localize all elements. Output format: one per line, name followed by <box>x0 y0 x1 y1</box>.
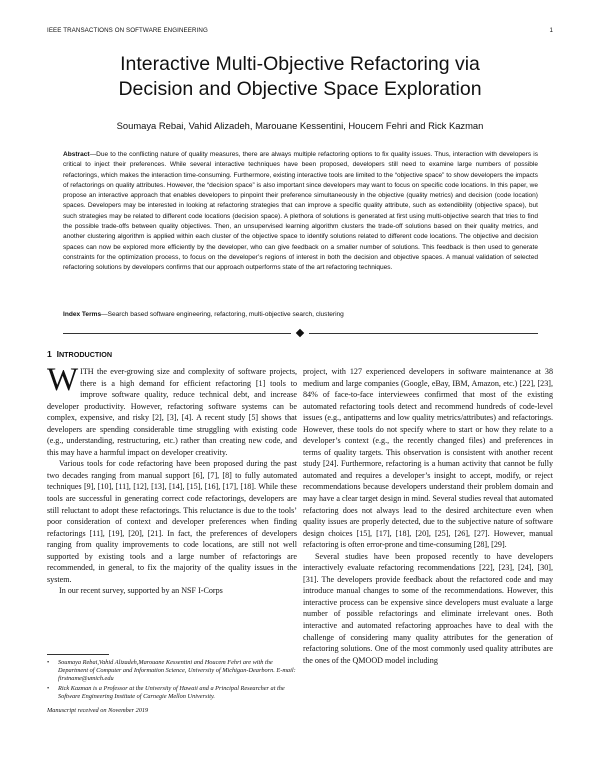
intro-paragraph-1 <box>47 362 297 458</box>
paragraph-1-text: the ever-growing size and complexity of software projects, there is a high demand for efficient refactoring [1] tools to improve software quality, reduce technical debt, and increase developer productivity. However, refactoring software systems can be complex, expensive, and risky [2], [3], [4]. A recent study [5] shows that developers are spending considerable time struggling with existing code (e.g., understanding, restructuring, etc.) rather than creating new code, and this may have a harmful impact on developer creativity. <box>47 367 297 457</box>
left-column <box>47 362 297 597</box>
manuscript-note: Manuscript received on November 2019 <box>47 707 149 715</box>
section-number: 1 <box>47 349 52 359</box>
footnote-authors: • Soumaya Rebai,Vahid Alizadeh,Marouane Kessentini and Houcem Fehri are with the Department of Computer and Information Science, University of Michigan-Dearborn. E-mail: firstname@umich.edu <box>47 659 297 684</box>
author-list: Soumaya Rebai, Vahid Alizadeh, Marouane Kessentini, Houcem Fehri and Rick Kazman <box>116 120 484 131</box>
intro-paragraph-3-start: In our recent survey, supported by an NSF I-Corps <box>59 586 223 596</box>
section-divider <box>63 328 538 338</box>
abstract-label: Abstract <box>63 151 90 158</box>
section-title-initial: I <box>56 349 59 359</box>
footnote-rule <box>47 654 109 655</box>
section-title-rest: NTRODUCTION <box>58 350 113 359</box>
page-number: 1 <box>549 27 553 34</box>
index-terms <box>63 310 538 319</box>
abstract <box>63 150 538 274</box>
index-terms-label: Index Terms <box>63 311 102 318</box>
diamond-ornament-icon <box>296 329 304 337</box>
drop-cap: W <box>47 362 79 398</box>
divider-line-left <box>63 333 291 334</box>
section-heading-introduction <box>47 349 112 359</box>
footnote-kazman: • Rick Kazman is a Professor at the University of Hawaii and a Principal Researcher at the Software Engineering Institute of Carnegie Mellon University. <box>47 685 297 701</box>
running-header <box>47 27 553 34</box>
lead-small-caps: ITH <box>80 367 94 376</box>
title-line-2: Decision and Objective Space Exploration <box>118 78 482 100</box>
journal-name: IEEE TRANSACTIONS ON SOFTWARE ENGINEERING <box>47 27 208 34</box>
intro-paragraph-2: Various tools for code refactoring have been proposed during the past two decades ranging from manual support [6], [7], [8] to fully automated techniques [9], [10], [11], [12], [13], [14], [15], [16], [17], [18]. While these tools are successful in generating correct code refactorings, developers are still reluctant to adopt these refactorings. This reluctance is due to the tools’ poor consideration of context and developer preferences when finding refactorings [11], [19], [20], [21]. In fact, the preferences of developers ranging from quality improvements to code locations, are still not well supported by existing tools and a large number of refactorings are recommended, in general, to fix the majority of the quality issues in the system. <box>47 459 297 584</box>
title-line-1: Interactive Multi-Objective Refactoring via <box>120 53 480 75</box>
footnotes <box>47 659 297 715</box>
index-terms-text: —Search based software engineering, refactoring, multi-objective search, clustering <box>101 311 344 318</box>
right-column <box>303 366 553 666</box>
footnote-list <box>47 659 297 701</box>
right-paragraph-2: Several studies have been proposed recently to have developers interactively evaluate refactoring recommendations [22], [23], [24], [30], [31]. The developers provide feedback about the refactored code and may introduce manual changes to some of the recommendations. However, this interactive process can be expensive since developers must evaluate a large number of possible refactorings and eliminate irrelevant ones. Both interactive and automated refactoring approaches have to deal with the challenge of considering many quality attributes for the generation of refactoring solutions. One of the most commonly used quality attributes are the ones of the QMOOD model including <box>303 551 553 665</box>
abstract-text: —Due to the conflicting nature of quality measures, there are always multiple refactoring options to fix quality issues. Thus, interaction with developers is critical to inject their preferences. While several interactive techniques have been proposed, developers still need to examine large numbers of possible refactorings, which makes the interaction time-consuming. Furthermore, existing interactive tools are limited to the “objective space” to show developers the impacts of refactorings on quality attributes. However, the “decision space” is also important since developers may want to focus on specific code locations. In this paper, we propose an interactive approach that enables developers to pinpoint their preference simultaneously in the objective (quality metrics) and decision (code location) spaces. Developers may be interested in looking at refactoring strategies that can improve a specific quality attribute, such as extendibility (objective space), but such strategies may be related to different code locations (decision space). A plethora of solutions is generated at first using multi-objective search that tries to find the possible trade-offs between quality objectives. Then, an unsupervised learning algorithm clusters the trade-off solutions based on their quality metrics, and another clustering algorithm is applied within each cluster of the objective space to identify solutions related to different code locations. The objective and decision spaces can now be explored more efficiently by the developer, who can give feedback on a smaller number of solutions. This feedback is then used to generate constraints for the optimization process, to focus on the developer’s regions of interest in both the decision and objective spaces. A manual validation of selected refactoring solutions by developers confirms that our approach outperforms state of the art refactoring techniques. <box>63 151 538 272</box>
paper-title <box>40 52 560 102</box>
divider-line-right <box>309 333 538 334</box>
right-paragraph-1: project, with 127 experienced developers in software maintenance at 38 medium and large companies (Google, eBay, IBM, Amazon, etc.) [22], [23], 84% of face-to-face interviewees confirmed that most of the existing automated refactoring tools detect and recommend hundreds of code-level issues (e.g., antipatterns and low quality metrics/attributes) and refactorings. However, these tools do not specify where to start or how they relate to a developer’s context (e.g., the recently changed files) and preferences in terms of quality targets. This observation is consistent with another recent study [24]. Furthermore, refactoring is a human activity that cannot be fully automated and requires a developer’s insight to accept, modify, or reject recommendations because developers understand their problem domain and may have a clear target design in mind. Several studies reveal that automated refactoring does not always lead to the desired architecture even when quality issues are properly detected, due to the subjective nature of software design choices [15], [17], [18], [20], [25], [26], [27]. However, manual refactoring is often error-prone and time-consuming [28], [29]. <box>303 367 553 550</box>
